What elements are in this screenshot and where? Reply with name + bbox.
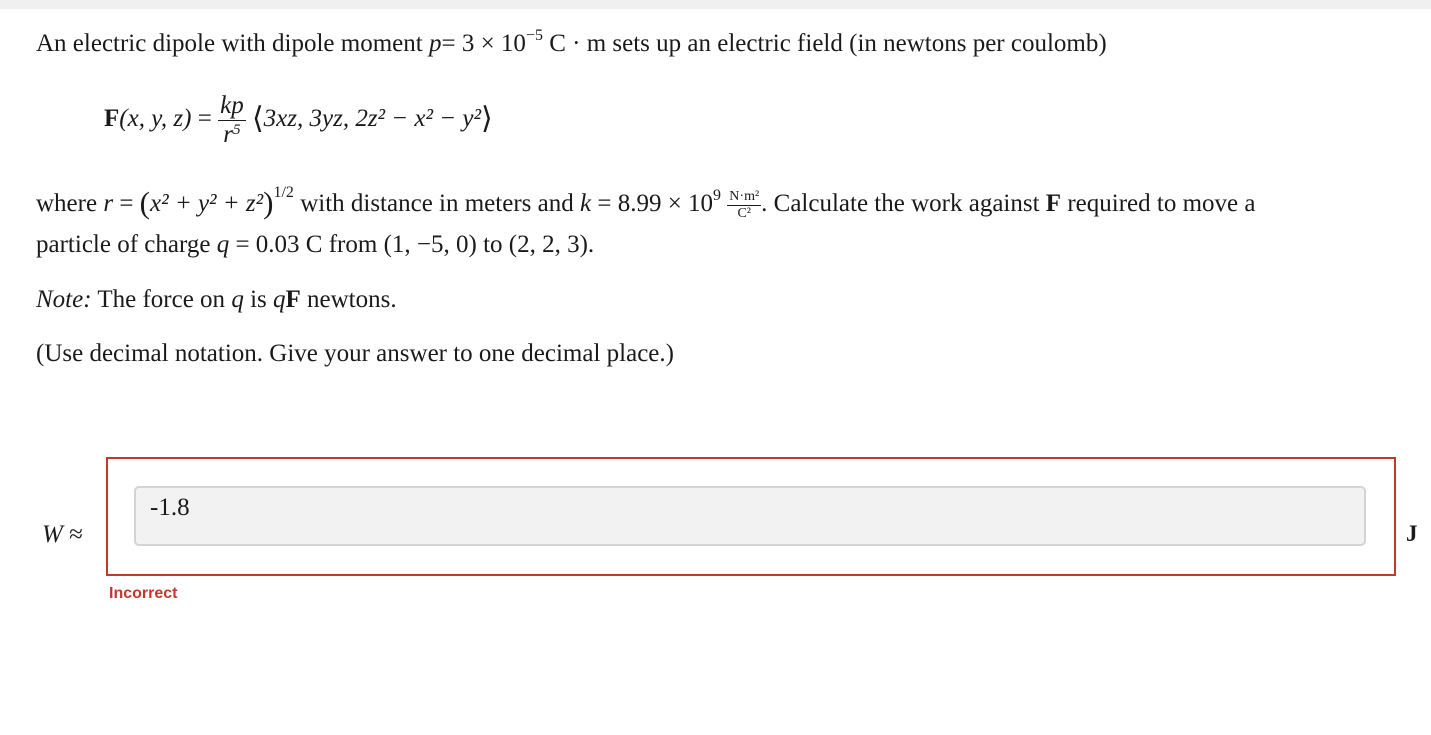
instruction-text: (Use decimal notation. Give your answer to one decimal place.) — [36, 340, 674, 367]
k-value: = 8.99 × 10 — [591, 190, 714, 217]
answer-unit: J — [1406, 521, 1418, 546]
formula-args: (x, y, z) — [119, 105, 192, 133]
right-angle: ⟩ — [480, 102, 493, 136]
p-unit: C · m — [542, 30, 607, 57]
where-text: where — [36, 190, 104, 217]
note-label: Note: — [36, 286, 92, 313]
where-line — [36, 184, 1256, 221]
k-variable: k — [579, 190, 592, 217]
answer-box — [106, 457, 1396, 576]
answer-status: Incorrect — [109, 585, 178, 602]
left-paren: ( — [139, 185, 150, 220]
r-inner: x² + y² + z² — [150, 190, 264, 217]
formula-fraction — [218, 92, 246, 149]
where-tail-1: . Calculate the work against — [761, 190, 1046, 217]
note-text-3: newtons. — [300, 286, 397, 313]
r-exponent: 1/2 — [273, 184, 294, 201]
answer-label — [42, 521, 83, 549]
answer-input[interactable] — [134, 486, 1366, 546]
answer-label-var: W — [42, 521, 63, 548]
formula-F: F — [104, 105, 120, 133]
r-variable: r — [103, 190, 114, 217]
where-tail-2: required to move a — [1061, 190, 1256, 217]
where-mid: with distance in meters and — [293, 190, 580, 217]
formula-equals: = — [191, 105, 219, 133]
right-paren: ) — [263, 185, 274, 220]
k-unit-den: C² — [737, 205, 751, 221]
p-variable: p — [428, 30, 442, 57]
problem-intro — [36, 27, 1107, 57]
left-angle: ⟨ — [251, 102, 264, 136]
note-text-2: is — [243, 286, 273, 313]
intro-tail: sets up an electric field (in newtons per coulomb) — [606, 30, 1107, 57]
k-unit-fraction — [727, 189, 761, 221]
field-formula — [104, 92, 493, 149]
q-variable: q — [216, 231, 230, 258]
formula-den-r: r — [223, 121, 234, 148]
note-q: q — [231, 286, 244, 313]
where-F: F — [1045, 190, 1062, 217]
intro-text: An electric dipole with dipole moment — [36, 30, 423, 57]
k-unit-num: N·m² — [729, 189, 760, 205]
p-exponent: −5 — [525, 27, 543, 44]
formula-den-exp: 5 — [233, 122, 241, 138]
note-text-1: The force on — [91, 286, 232, 313]
note-qF-F: F — [285, 286, 301, 313]
note-line — [36, 287, 397, 312]
r-equals: = — [113, 190, 140, 217]
formula-numerator: kp — [220, 92, 244, 119]
k-exponent: 9 — [713, 187, 722, 204]
line3-start: particle of charge — [36, 231, 217, 258]
p-value: = 3 × 10 — [441, 30, 526, 57]
charge-line — [36, 232, 594, 257]
instruction-line — [36, 341, 674, 366]
formula-denominator — [218, 121, 246, 149]
top-bar — [0, 0, 1431, 9]
answer-label-symbol: ≈ — [62, 521, 83, 548]
formula-vector: 3xz, 3yz, 2z² − x² − y² — [263, 105, 481, 133]
line3-rest: = 0.03 C from (1, −5, 0) to (2, 2, 3). — [229, 231, 595, 258]
note-qF-q: q — [273, 286, 286, 313]
